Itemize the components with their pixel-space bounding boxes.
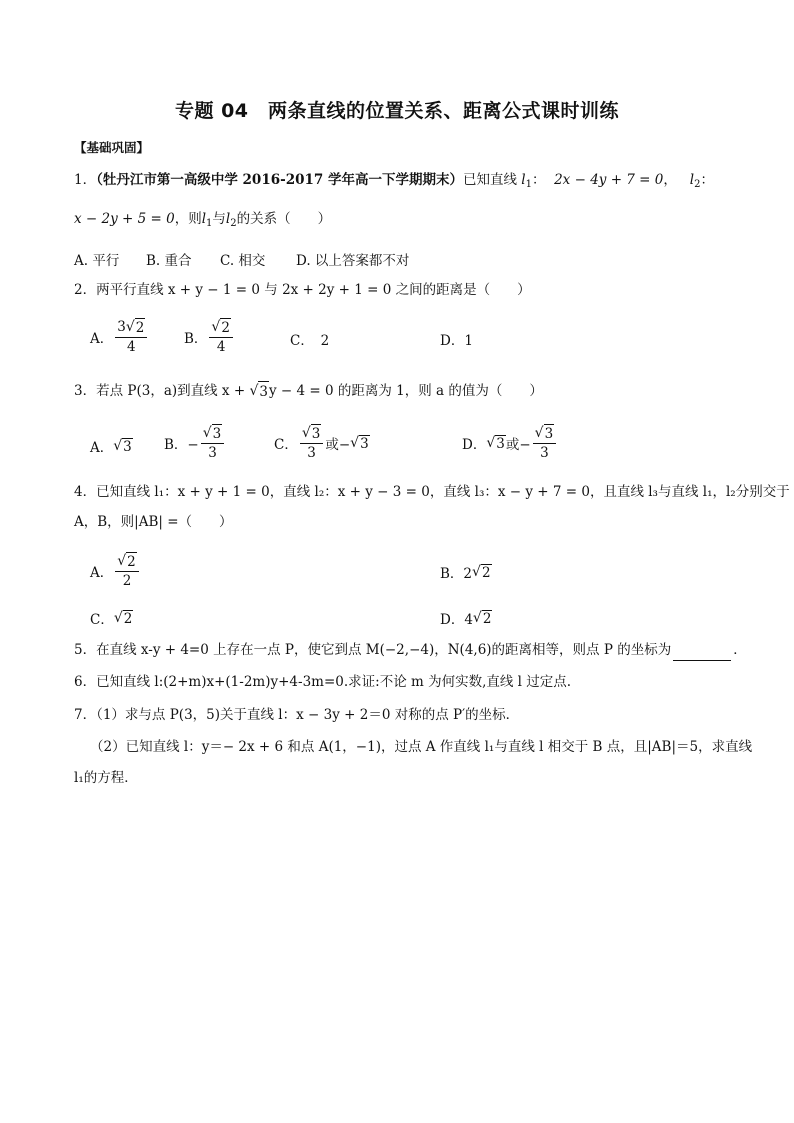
question-2-text: 2．两平行直线 x + y − 1 = 0 与 2x + 2y + 1 = 0 之间的距离是（ ） [74,282,531,298]
question-1-source: （牡丹江市第一高级中学 2016-2017 学年高一下学期期末） [96,172,463,188]
question-2-option-a: A． 3 √ 2 4 [90,318,149,356]
question-2-option-d: D．1 [440,333,473,349]
fraction: 3 √ 2 4 [115,318,147,356]
question-4-option-c: C． √ 2 [90,609,133,628]
question-4-line-2: A，B，则|AB| =（ ） [74,514,233,530]
question-2-option-b: B． √ 2 4 [184,318,235,356]
question-5-text: 5．在直线 x-y + 4=0 上存在一点 P，使它到点 M(−2,−4)，N(4,6)的距离相等，则点 P 的坐标为 ． [74,640,747,661]
question-7-part-1: 7．（1）求与点 P(3，5)关于直线 l：x − 3y + 2＝0 对称的点 P′的坐标． [74,707,520,723]
question-3-option-a: A． √ 3 [90,437,132,456]
question-6-text: 6．已知直线 l:(2+m)x+(1-2m)y+4-3m=0.求证:不论 m 为何实数,直线 l 过定点. [74,674,572,690]
question-3-option-b: B．− √ 3 3 [164,424,226,462]
question-1-option-d: D. 以上答案都不对 [296,253,410,269]
section-heading: 【基础巩固】 [74,140,150,155]
question-4-option-b: B．2 √ 2 [440,563,491,582]
question-1-option-a: A. 平行 [74,253,120,269]
question-4-line-1: 4．已知直线 l₁：x + y + 1 = 0，直线 l₂：x + y − 3 = 0，直线 l₃：x − y + 7 = 0，且直线 l₃与直线 l₁，l₂分别交于 [74,484,790,500]
equation-l1: 2x − 4y + 7 = 0 [554,172,664,188]
question-7-part-2-line-1: （2）已知直线 l：y＝− 2x + 6 和点 A(1，−1)，过点 A 作直线 l₁与直线 l 相交于 B 点，且|AB|＝5，求直线 [90,739,753,755]
question-4-option-a: A． √ 2 2 [90,552,141,590]
question-3-text: 3．若点 P(3，a)到直线 x + √ 3 y − 4 = 0 的距离为 1，则 a 的值为（ ） [74,383,543,400]
question-3-option-d: D． √ 3 或− √ 3 3 [462,424,558,462]
equation-l2: x − 2y + 5 = 0 [74,211,175,227]
question-7-part-2-line-2: l₁的方程． [74,770,138,786]
answer-blank [673,640,731,661]
question-1-option-c: C. 相交 [220,253,266,269]
page-title: 专题 04 两条直线的位置关系、距离公式课时训练 [174,100,620,122]
question-2-option-c: C． 2 [290,333,330,349]
question-1-option-b: B. 重合 [146,253,192,269]
fraction: √ 2 4 [209,318,233,356]
question-1-line-1: 1．（牡丹江市第一高级中学 2016-2017 学年高一下学期期末）已知直线 $l_1$： 2x − 4y + 7 = 0， $l_2$： [74,172,714,190]
question-4-option-d: D．4 √ 2 [440,609,492,628]
question-1-line-2: x − 2y + 5 = 0，则$l_1$与$l_2$的关系（ ） [74,211,332,229]
question-3-option-c: C． √ 3 3 或− √ 3 [274,425,369,461]
